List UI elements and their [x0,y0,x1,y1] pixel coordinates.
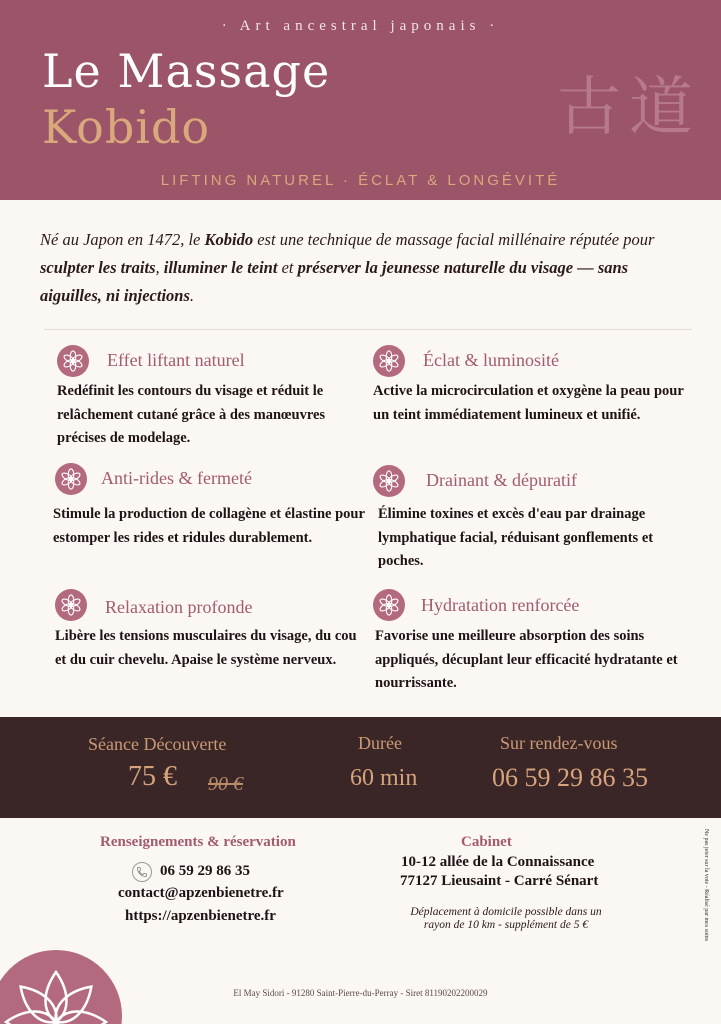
footer-legal: El May Sidori - 91280 Saint-Pierre-du-Perray - Siret 81190202200029 [233,988,488,998]
feature-text: Redéfinit les contours du visage et réduit le relâchement cutané grâce à des manœuvres précises de modelage. [57,383,326,446]
feature-card [373,589,693,699]
feature-card [55,589,365,699]
feature-card [55,463,365,573]
intro-emphasis: préserver la jeunesse naturelle du visage — sans aiguilles, ni injections [40,258,629,305]
lotus-icon [373,589,405,621]
cabinet-title: Cabinet [461,834,512,850]
lotus-icon [373,345,405,377]
intro-text: et [277,258,298,277]
appointment-label: Sur rendez-vous [500,733,618,753]
subtitle: LIFTING NATUREL · ÉCLAT & LONGÉVITÉ [160,172,561,189]
intro-text: Né au Japon en 1472, le [40,230,205,249]
cabinet-address-line1: 10-12 allée de la Connaissance [401,854,595,870]
page-title: Le Massage [42,44,331,98]
vertical-text: Ne pas jeter sur la voie - Réalisé par mes soins [703,829,709,941]
travel-note-line: Déplacement à domicile possible dans un [410,906,602,918]
pricing-band [0,717,721,818]
appointment-phone[interactable]: 06 59 29 86 35 [492,763,648,792]
feature-title: Hydratation renforcée [421,595,580,615]
feature-title: Effet liftant naturel [107,350,245,370]
cabinet-address-line2: 77127 Lieusaint - Carré Sénart [400,873,599,889]
feature-title: Drainant & dépuratif [426,470,577,490]
feature-text: Active la microcirculation et oxygène la peau pour un teint immédiatement lumineux et unifié. [373,383,684,423]
feature-card [373,345,693,455]
divider [44,329,692,330]
intro-text: . [189,286,195,305]
vertical-legal-text [700,829,712,962]
intro-text: , [155,258,164,277]
feature-card [373,465,693,575]
duration-value: 60 min [350,765,418,791]
lotus-emblem-icon [0,950,122,1024]
contact-email[interactable]: contact@apzenbienetre.fr [118,885,284,901]
travel-note-line: rayon de 10 km - supplément de 5 € [423,919,589,931]
lotus-icon [373,465,405,497]
feature-title: Éclat & luminosité [423,350,559,370]
feature-text: Libère les tensions musculaires du visage, du cou et du cuir chevelu. Apaise le système nerveux. [55,628,357,668]
intro-paragraph [40,226,685,310]
intro-emphasis: illuminer le teint [163,258,278,277]
lotus-icon [55,589,87,621]
feature-title: Relaxation profonde [105,597,253,617]
feature-text: Élimine toxines et excès d'eau par drainage lymphatique facial, réduisant gonflements et poches. [378,506,654,569]
lotus-icon [57,345,89,377]
page-title-accent: Kobido [42,100,211,154]
travel-note [395,906,617,932]
feature-text: Stimule la production de collagène et élastine pour estomper les rides et ridules durablement. [53,506,365,546]
header-banner [0,0,721,200]
intro-emphasis: sculpter les traits [40,258,156,277]
contact-title: Renseignements & réservation [100,834,296,850]
contact-phone[interactable]: 06 59 29 86 35 [160,863,250,879]
feature-text: Favorise une meilleure absorption des soins appliqués, décuplant leur efficacité hydratante et nourrissante. [375,628,678,691]
old-price: 90 € [208,773,243,795]
duration-label: Durée [358,733,402,753]
offer-label: Séance Découverte [88,734,227,754]
tagline: · Art ancestral japonais · [221,18,500,34]
feature-title: Anti-rides & fermeté [101,468,252,488]
price: 75 € [128,761,177,792]
intro-text: est une technique de massage facial millénaire réputée pour [253,230,655,249]
lotus-icon [55,463,87,495]
intro-emphasis: Kobido [204,230,254,249]
kanji-watermark: 古道 [557,71,701,145]
phone-icon [132,862,152,882]
feature-card [57,345,357,455]
contact-website[interactable]: https://apzenbienetre.fr [125,908,276,924]
